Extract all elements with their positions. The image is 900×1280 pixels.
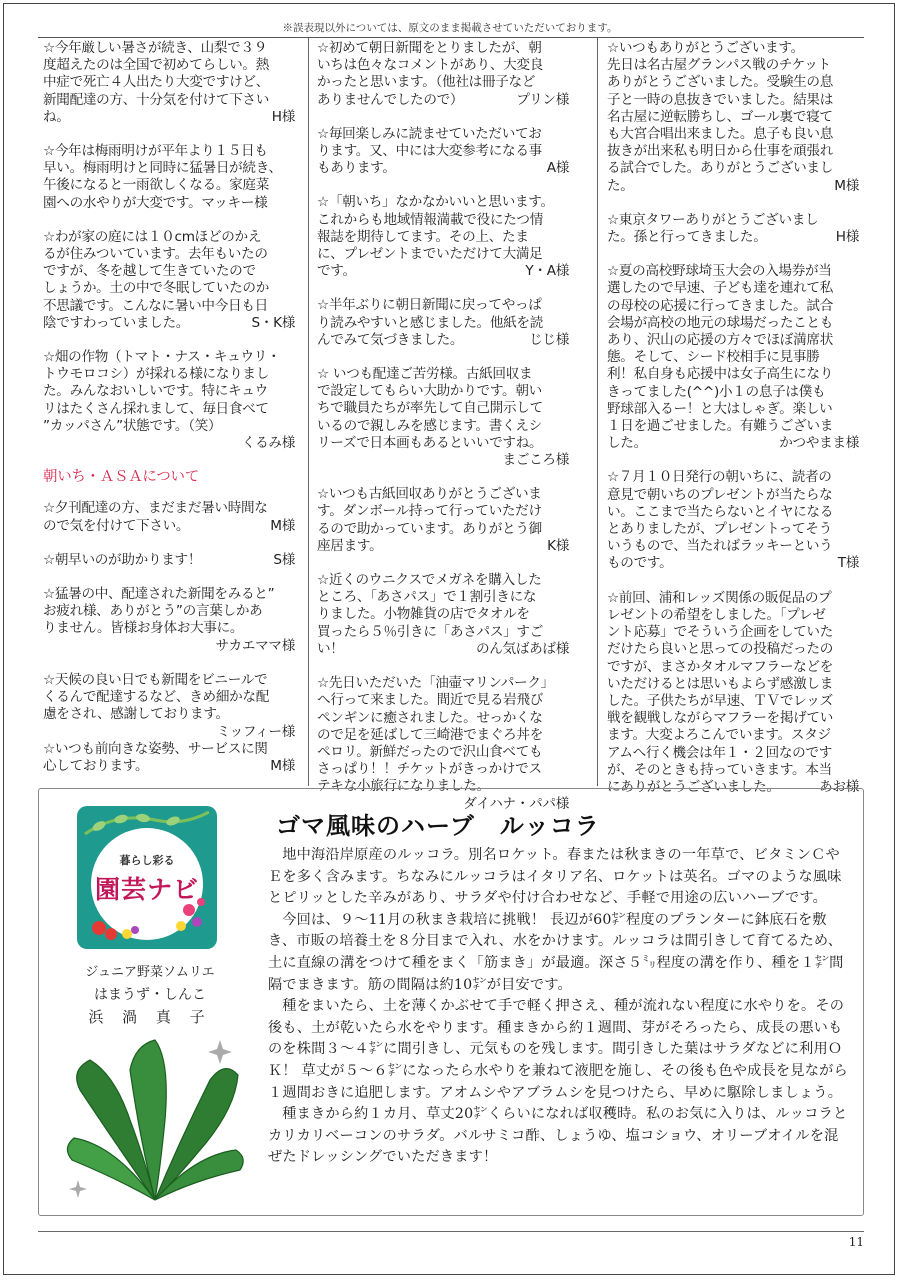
post-line: きってました(^^)小１の息子は僕も [607, 383, 826, 400]
reader-post [317, 126, 569, 178]
post-line: アムへ行く機会は年１・２回なのです [607, 744, 833, 761]
post-signature: くるみ様 [241, 435, 295, 452]
post-line: ですが、冬を越して生きていたので [43, 263, 256, 280]
post-text: い！ [317, 640, 344, 657]
reprint-notice: ※誤表現以外については、原文のまま掲載させていただいております。 [282, 22, 618, 34]
reader-column-3 [607, 40, 859, 813]
post-line: ☆わが家の庭には１０cmほどのかえ [43, 228, 262, 245]
post-line: ☆７月１０日発行の朝いちに、読者の [607, 469, 832, 486]
post-signature: A様 [546, 160, 569, 177]
post-text: した。 [607, 435, 647, 452]
reader-post [607, 212, 859, 246]
post-line: しょうか。土の中で冬眠していたのか [43, 280, 269, 297]
post-line: 慮をされ、感謝しております。 [43, 706, 229, 723]
post-line: ☆ いつも配達ご苦労様。古紙回収ま [317, 366, 533, 383]
post-line: １日を過ごせました。有難うございま [607, 418, 833, 435]
post-line [43, 109, 295, 126]
post-text: ので気を付けて下さい。 [43, 517, 190, 534]
post-line: 度超えたのは全国で初めてらしい。熱 [43, 57, 269, 74]
post-line: ☆畑の作物（トマト・ナス・キュウリ・ [43, 349, 281, 366]
article-paragraph: 今回は、９～11月の秋まき栽培に挑戦！ 長辺が60㌢程度のプランターに鉢底石を敷き、市販の培養土を８分目まで入れ、水をかけます。ルッコラは間引きして育てるため、土に直線の溝をつけて種をまく「筋まき」が最適。深さ５㍉程度の溝を作り、種を１㌢間隔でまきます。筋の間隔は約10㌢が目安です。 [268, 911, 844, 993]
post-text: 座居ます。 [317, 537, 383, 554]
author-name-reading: はまうず・しんこ [94, 987, 206, 1003]
post-line: ちで職員たちが率先して自己開示して [317, 400, 543, 417]
feature-title: ゴマ風味のハーブ ルッコラ [276, 812, 600, 840]
reader-post [607, 469, 859, 572]
post-line: 子と一時の息抜きでいました。結果は [607, 91, 833, 108]
post-line [317, 332, 569, 349]
post-line: 園への水やりが大変です。マッキー様 [43, 194, 268, 211]
post-line: した。子供たちが早速、ＴＶでレッズ [607, 692, 833, 709]
column-divider [597, 38, 598, 786]
post-line: 買ったら５％引きに「あさパス」すご [317, 623, 543, 640]
post-line: い。ここまで当たらないとイヤになる [607, 503, 833, 520]
post-line: あり、沢山の応援の方々でほぼ満席状 [607, 332, 833, 349]
post-line [43, 518, 295, 535]
post-line [43, 315, 295, 332]
post-line: ☆先日いただいた「油壷マリンパーク」 [317, 675, 554, 692]
post-text: 陰ですわっていました。 [43, 314, 190, 331]
reader-post [317, 194, 569, 280]
post-line: ☆毎回楽しみに読ませていただいてお [317, 125, 542, 142]
post-line: ☆東京タワーありがとうございまし [607, 211, 819, 228]
post-line: かったと思います。（他社は冊子など [317, 74, 536, 91]
post-line: る試合でした。ありがとうございまし [607, 160, 833, 177]
post-signature: M様 [834, 177, 859, 194]
post-line: ☆猛暑の中、配達された新聞をみると” [43, 586, 275, 603]
reader-post [43, 741, 295, 775]
post-line: ペロリ。新鮮だったので沢山食べても [317, 743, 543, 760]
page-number: 11 [848, 1235, 864, 1249]
post-line: リーズで日本画もあるといいですね。 [317, 434, 543, 451]
post-line: ☆今年は梅雨明けが平年より１５日も [43, 143, 268, 160]
post-line [317, 92, 569, 109]
post-line: ☆近くのウニクスでメガネを購入した [317, 572, 542, 589]
post-text: ☆朝早いのが助かります！ [43, 551, 202, 568]
post-line [43, 552, 295, 569]
post-line: ペンギンに癒されました。せっかくな [317, 709, 543, 726]
post-signature: H様 [835, 229, 859, 246]
post-line: るが住みついています。去年もいたの [43, 246, 268, 263]
post-line: 早い。梅雨明けと同時に猛暑日が続き、 [43, 160, 282, 177]
arugula-illustration-icon [60, 1030, 250, 1205]
post-line: へ行って来ました。間近で見る岩飛び [317, 692, 543, 709]
bottom-rule [38, 1231, 864, 1232]
article-paragraph: 種まきから約１カ月、草丈20㌢くらいになれば収穫時。私のお気に入りは、ルッコラとカリカリベーコンのサラダ。バルサミコ酢、しょうゆ、塩コショウ、オリーブオイルを混ぜたドレッシングでいただきます！ [268, 1106, 848, 1166]
post-line: いうもので、当たればラッキーという [607, 538, 833, 555]
post-signature: プリン様 [516, 91, 569, 108]
author-role: ジュニア野菜ソムリエ [85, 965, 215, 980]
post-line: も大宮合唱出来ました。息子も良い息 [607, 126, 833, 143]
post-line: りません。皆様お身体お大事に。 [43, 620, 244, 637]
post-line: 意見で朝いちのプレゼントが当たらな [607, 486, 833, 503]
post-line: す。ダンボール持って行っていただけ [317, 503, 542, 520]
reader-post [43, 143, 295, 212]
post-line: レゼントの希望をしました。「プレゼ [607, 606, 826, 623]
post-line: ☆いつもありがとうございます。 [607, 40, 804, 56]
post-line: 戦を観戦しながらマフラーを掲げてい [607, 710, 833, 727]
post-line [317, 160, 569, 177]
post-text: です。 [317, 263, 356, 280]
post-line: 野球部入るー！と大はしゃぎ。楽しい [607, 400, 833, 417]
post-line: いるので親しみを感じます。書くえシ [317, 417, 542, 434]
post-line [317, 538, 569, 555]
post-line: お疲れ様、ありがとう”の言葉しかあ [43, 603, 263, 620]
reader-post [43, 500, 295, 534]
reader-post [43, 672, 295, 741]
post-signature: あお様 [819, 778, 859, 795]
post-line: ☆「朝いち」なかなかいいと思います。 [317, 194, 554, 211]
reader-column-1 [43, 40, 295, 792]
post-line: ☆今年厳しい暑さが続き、山梨で３９ [43, 40, 268, 56]
post-signature: ダイハナ・パパ様 [463, 795, 569, 812]
post-line: ”カッパさん”状態です。（笑） [43, 417, 222, 434]
reader-post [43, 229, 295, 332]
post-line: テキな小旅行になりました。 [317, 778, 490, 795]
post-line: 利！私自身も応援中は女子高生になり [607, 366, 833, 383]
post-text: た。 [607, 177, 634, 194]
post-line: が、そのときも持っていきます。本当 [607, 761, 832, 778]
post-text: た。孫と行ってきました。 [607, 229, 767, 246]
post-line: いただけるとは思いもよらず感激しま [607, 675, 833, 692]
reader-post [317, 366, 569, 469]
feature-article [268, 845, 848, 1169]
section-heading: 朝いち・ＡＳＡについて [43, 469, 199, 486]
post-signature: ミッフィー様 [216, 723, 295, 740]
post-line: ☆前回、浦和レッズ関係の販促品のプ [607, 589, 832, 606]
post-line: くるんで配達するなど、きめ細かな配 [43, 689, 269, 706]
post-line: た。みんなおいしいです。特にキュウ [43, 383, 268, 400]
post-signature: S・K様 [251, 314, 295, 331]
post-line [607, 178, 859, 195]
post-signature: じじ様 [529, 331, 569, 348]
column-divider [308, 38, 309, 786]
post-text: もあります。 [317, 160, 396, 177]
post-line: ☆いつも古紙回収ありがとうございま [317, 486, 542, 503]
post-line [607, 435, 859, 452]
post-signature: M様 [270, 517, 295, 534]
post-signature: H様 [271, 108, 295, 125]
reader-post [607, 40, 859, 195]
post-line: 報誌を期待してます。その上、たま [317, 228, 529, 245]
post-line [607, 555, 859, 572]
post-line: 先日は名古屋グランパス戦のチケット [607, 57, 831, 74]
reader-post [317, 486, 569, 555]
reader-column-2 [317, 40, 569, 830]
post-text: 心しております。 [43, 757, 149, 774]
post-line: り読みやすいと感じました。他紙を読 [317, 314, 543, 331]
post-line: 不思議です。こんなに暑い中今日も日 [43, 297, 268, 314]
post-line: ☆半年ぶりに朝日新聞に戻ってやっぱ [317, 297, 542, 314]
post-signature: T様 [837, 555, 859, 572]
post-line: いちは色々なコメントがあり、大変良 [317, 57, 543, 74]
reader-post [607, 263, 859, 452]
post-signature: S様 [273, 551, 295, 568]
post-text: ね。 [43, 108, 70, 125]
logo-subtitle: 暮らし彩る [119, 854, 175, 867]
post-line [317, 263, 569, 280]
post-line: りました。小物雑貨の店でタオルを [317, 606, 530, 623]
post-text: にありがとうございました。 [607, 778, 780, 795]
post-line: これからも地域情報満載で役にたつ情 [317, 211, 543, 228]
post-line: 中症で死亡４人出たり大変ですけど、 [43, 74, 269, 91]
post-line: 抜きが出来私も明日から仕事を頑張れ [607, 143, 833, 160]
post-text: ありませんでしたので） [317, 91, 464, 108]
reader-post [317, 572, 569, 658]
post-line: ☆天候の良い日でも新聞をビニールで [43, 671, 268, 688]
author-name: 浜 渦 真 子 [88, 1008, 212, 1026]
reader-post [317, 40, 569, 109]
post-line: ですが、まさかタオルマフラーなどを [607, 658, 833, 675]
author-block [55, 962, 245, 1028]
reader-post [607, 590, 859, 796]
post-line: とありましたが、プレゼントってそう [607, 521, 832, 538]
logo-title: 園芸ナビ [94, 875, 199, 904]
post-line: に、プレゼントまでいただけて大満足 [317, 246, 543, 263]
reader-post [43, 552, 295, 569]
post-line: ☆いつも前向きな姿勢、サービスに関 [43, 740, 268, 757]
post-signature: M様 [270, 757, 295, 774]
reader-post [317, 297, 569, 349]
post-signature: K様 [547, 537, 569, 554]
post-text: んでみて気づきました。 [317, 331, 464, 348]
post-line: だけたら良いと思っての投稿だったの [607, 641, 833, 658]
post-line: トウモロコシ）が採れる様になりまし [43, 366, 269, 383]
post-line: ☆夏の高校野球埼玉大会の入場券が当 [607, 263, 832, 280]
post-line [43, 758, 295, 775]
post-line: 午後になると一雨欲しくなる。家庭菜 [43, 177, 269, 194]
reader-post [43, 586, 295, 655]
post-line: さっぱり！！チケットがきっかけでス [317, 761, 542, 778]
post-line: ので足を延ばして三崎港でまぐろ丼を [317, 726, 543, 743]
post-signature: Y・A様 [525, 263, 569, 280]
post-line: ところ、「あさパス」で１割引きにな [317, 589, 537, 606]
post-line: 選したので早速、子ども達を連れて私 [607, 280, 833, 297]
post-line: 新聞配達の方、十分気を付けて下さい [43, 91, 269, 108]
post-line: るので助かっています。ありがとう御 [317, 520, 542, 537]
post-line: 名古屋に逆転勝ちし、ゴール裏で寝て [607, 108, 833, 125]
post-signature: かつやまま様 [779, 435, 859, 452]
post-text: ものです。 [607, 555, 673, 572]
post-line: ます。大変よろこんでいます。スタジ [607, 727, 831, 744]
reader-post [43, 40, 295, 126]
post-line [607, 229, 859, 246]
post-line: ☆初めて朝日新聞をとりましたが、朝 [317, 40, 542, 56]
post-line: ント応募」でそういう企画をしていた [607, 624, 833, 641]
article-paragraph: 地中海沿岸原産のルッコラ。別名ロケット。春または秋まきの一年草で、ビタミンＣやＥを多く含みます。ちなみにルッコラはイタリア名、ロケットは英名。ゴマのような風味とピリッとした辛みがあり、サラダや付け合わせなど、手軽で用途の広いハーブです。 [268, 847, 842, 907]
post-line: の母校の応援に行ってきました。試合 [607, 297, 833, 314]
post-signature: サカエママ様 [215, 637, 295, 654]
post-line: ありがとうございました。受験生の息 [607, 74, 833, 91]
post-line: で設定してもらい大助かりです。朝い [317, 383, 542, 400]
post-line: 態。そして、シード校相手に見事勝 [607, 349, 820, 366]
reader-post [43, 349, 295, 452]
post-signature: のん気ばあば様 [475, 640, 569, 657]
post-line: ☆夕刊配達の方、まだまだ暑い時間な [43, 500, 268, 517]
post-line: リはたくさん採れまして、毎日食べて [43, 400, 269, 417]
top-rule [38, 37, 864, 38]
garden-navi-logo [77, 806, 217, 949]
post-line: 会場が高校の地元の球場だったことも [607, 314, 833, 331]
post-signature: まごころ様 [502, 452, 569, 469]
article-paragraph: 種をまいたら、土を薄くかぶせて手で軽く押さえ、種が流れない程度に水やりを。その後も、土が乾いたら水をやります。種まきから約１週間、芽がそろったら、成長の悪いものを株間３～４㌢に間引きし、元気ものを残します。間引きした葉はサラダなどに利用ＯＫ！ 草丈が５～６㌢になったら水やりを兼ねて液肥を施し、その後も色や成長を見ながら１週間おきに追肥します。アオムシやアブラムシを見つけたら、早めに駆除しましょう。 [268, 998, 848, 1101]
post-line [317, 641, 569, 658]
post-line: ります。又、中には大変参考になる事 [317, 143, 542, 160]
